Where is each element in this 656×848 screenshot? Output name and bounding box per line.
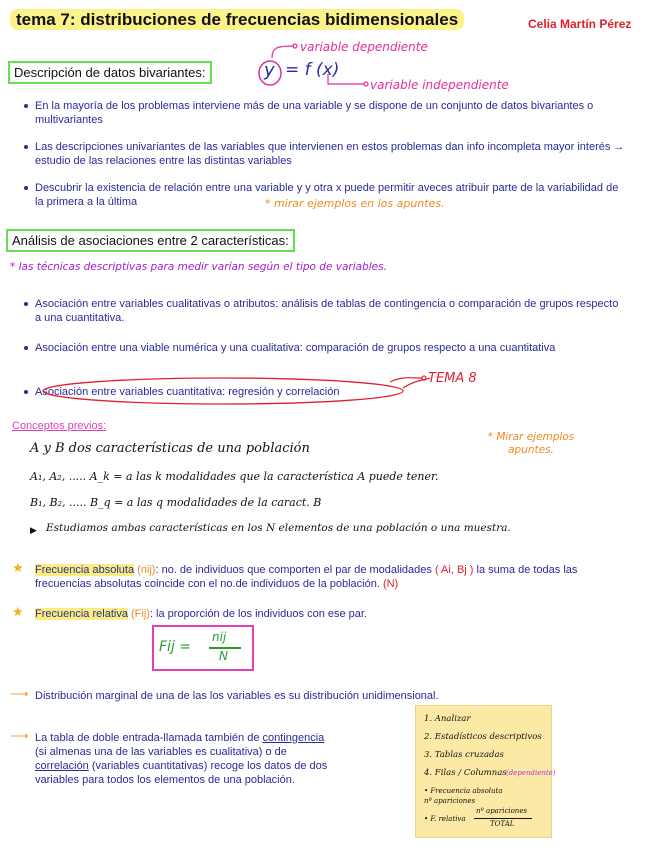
title-rest: distribuciones de frecuencias bidimensionales (75, 10, 459, 29)
page-title (10, 10, 464, 30)
circle-annotation-icon (20, 374, 430, 408)
note-mirar-ejemplos: * mirar ejemplos en los apuntes. (265, 197, 445, 210)
marginal-text: Distribución marginal de una de las los variables es su distribución unidimensional. (35, 690, 439, 702)
dep-label: variable dependiente (300, 40, 428, 54)
formula-num: nij (212, 630, 227, 644)
arrow-right-icon: ⟶ (10, 728, 29, 743)
concept-line: Estudiamos ambas características en los N elementos de una población o una muestra. (46, 522, 511, 534)
tabla-part: (variables cuantitativas) recoge los datos de dos variables para todos los elementos de una población. (35, 760, 328, 786)
note-item: 3. Tablas cruzadas (424, 750, 504, 760)
note-sub: • Frecuencia absoluta (424, 787, 503, 795)
sticky-note (415, 705, 556, 838)
abs-term: Frecuencia absoluta (35, 564, 135, 576)
section-heading-bivariantes: Descripción de datos bivariantes: (8, 61, 212, 84)
tema8-label: TEMA 8 (428, 371, 477, 386)
tabla-part: La tabla de doble entrada-llamada también de (35, 732, 263, 744)
note-frac-den: TOTAL (490, 820, 515, 828)
concept-line: A₁, A₂, ..... A_k = a las k modalidades que la característica A puede tener. (30, 470, 439, 483)
list-item (35, 140, 625, 168)
note-frac-bar (474, 818, 532, 819)
arrow-right-icon: ⟶ (10, 686, 29, 701)
bullet-text: Asociación entre una viable numérica y una cualitativa: comparación de grupos respecto a una cuantitativa (35, 342, 556, 354)
tema8-arrow-icon (388, 372, 428, 386)
formula-fx: = f (x) (285, 60, 340, 80)
abs-pair: ( Ai, Bj ) (434, 564, 474, 576)
concept-line: B₁, B₂, ..... B_q = a las q modalidades de la caract. B (30, 496, 322, 509)
note-sub: • F. relativa (424, 815, 466, 823)
formula-den: N (219, 649, 228, 663)
title-bold: tema 7: (16, 10, 76, 29)
list-item (35, 99, 625, 127)
author-name: Celia Martín Pérez (528, 17, 632, 31)
indep-arrow-icon (324, 72, 370, 90)
indep-label: variable independiente (370, 78, 509, 92)
freq-absoluta (35, 563, 625, 591)
tabla-text (35, 731, 335, 787)
abs-text2: la suma de todas las frecuencias absolutas coincide con el no.de individuos de la población. (35, 564, 578, 590)
star-icon: ★ (12, 560, 24, 575)
formula-lhs: Fij = (159, 639, 192, 655)
note-item: 1. Analizar (424, 714, 471, 724)
dep-arrow-icon (268, 40, 298, 60)
freq-relativa (35, 607, 625, 621)
rel-symbol: (Fij) (131, 608, 150, 620)
abs-n: (N) (382, 578, 399, 590)
star-icon: ★ (12, 604, 24, 619)
rel-term: Frecuencia relativa (35, 608, 128, 620)
bullet-text: Las descripciones univariantes de las variables que intervienen en estos problemas dan info incompleta mayor interés → estudio de las relaciones entre las distintas variables (35, 141, 625, 167)
note-item: 2. Estadísticos descriptivos (424, 732, 542, 742)
section-heading-asociaciones: Análisis de asociaciones entre 2 características: (6, 229, 295, 252)
tabla-part: (si almenas una de las variables es cualitativa) o de (35, 746, 287, 758)
rel-text: : la proporción de los individuos con ese par. (149, 608, 368, 620)
section-heading-conceptos: Conceptos previos: (12, 420, 107, 432)
note-item-extra: (dependiente) (506, 769, 556, 777)
bullet-text: En la mayoría de los problemas interviene más de una variable y se dispone de un conjunto de datos bivariantes o multivariantes (35, 100, 594, 126)
abs-text1: : no. de individuos que comporten el par de modalidades (155, 564, 435, 576)
formula-box (152, 625, 254, 671)
bullet-text: Descubrir la existencia de relación entre una variable y y otra x puede permitir aveces atribuir parte de la variabilidad de la primera a la última (35, 182, 619, 208)
bullet-text: Asociación entre variables cualitativas o atributos: análisis de tablas de contingencia o comparación de grupos respecto a una cuantitativa. (35, 298, 619, 324)
concept-line: A y B dos características de una población (30, 441, 310, 456)
tabla-contingencia: contingencia (262, 732, 325, 744)
note-sub: nº apariciones (424, 797, 476, 805)
bullet-text: Asociación entre variables cuantitativa: regresión y correlación (35, 386, 340, 398)
abs-symbol: (nij) (137, 564, 156, 576)
list-item (35, 341, 595, 355)
note-mirar-apuntes: * Mirar ejemplos apuntes. (487, 431, 575, 456)
formula-y: y (264, 60, 275, 81)
list-item (35, 297, 625, 325)
note-item: 4. Filas / Columnas (424, 768, 507, 778)
note-tecnicas: * las técnicas descriptivas para medir varían según el tipo de variables. (10, 261, 387, 273)
arrow-bullet-icon: ▶ (30, 525, 37, 535)
note-frac-num: nº apariciones (476, 807, 528, 815)
tabla-correlacion: correlación (35, 760, 89, 772)
